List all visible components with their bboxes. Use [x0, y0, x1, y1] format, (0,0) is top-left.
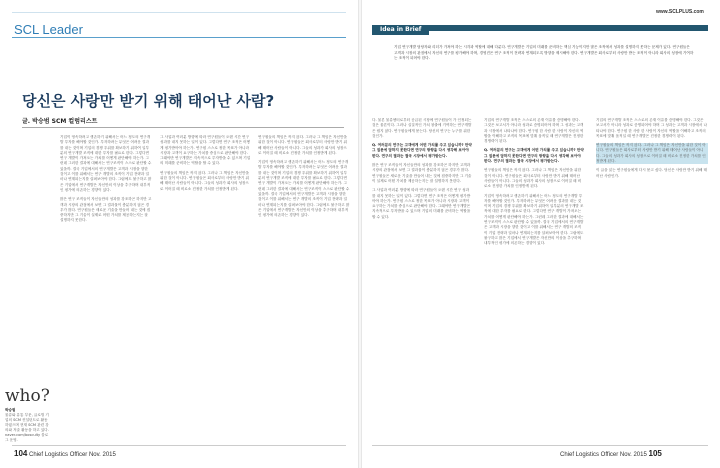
header-top-rule: [12, 12, 346, 13]
paragraph: 다. 물론 물류센터로부터 공급된 시장에 연구원들이 가 인정되는 것은 물론이다. 그러나 실질적인 가치 창출에 기여하는 연구개발은 쉽지 않다. 연구원들에게 묻는다. 당신의 연구는 누구를 위한 것인가.: [372, 118, 472, 138]
footer-right: [560, 449, 662, 458]
article-column-5: [484, 118, 584, 440]
article-column-3: [258, 135, 350, 440]
footer-left: [14, 449, 116, 458]
page-number: 105: [648, 449, 662, 458]
magazine-name: Chief Logistics Officer Nov. 2015: [29, 452, 116, 458]
author-bio-text: 물류와 유통 부문, 글로벌 기업의 SCM 컨설턴트로 활동하였으며 현재 SCM 관련 강의와 저술 활동을 하고 있다. naver.com/bosculty 블로그 운영.: [5, 413, 49, 442]
paragraph: 그 사업과 여러분 방향에 따라 연구원들이 오랜 시간 연구 성과를 내지 못하는 일이 있다. 그렇다면 연구 조직은 어떻게 평가받아야 하는가. 연구원 스스로 정한 목표가 아니라 시장과 고객이 요구하는 가치를 중심으로 판단해야 한다. 그래야만 연구개발은 지속적으로 투자받을 수 있으며 기업의 미래를 준비하는 역할을 할 수 있다.: [372, 188, 471, 219]
paragraph: 기업이 영속하려고 생존하기 위해서는 어느 정도의 연구개발 투자를 해야할 것인가. 투자하려는 무엇은 어려운 결과를 내는 것이며 기업의 경쟁 우위를 확보하기 위하여 일부분의 연구개발 조직에 대한 투자를 필요로 한다. 그렇다면 연구 개발이 가져오는 가치를 어떻게 판단해야 하는가. 그런데 그러한 결과에 대해서는 연구조직이 스스로 판단할 수 있을까. 결국 기업에서의 연구개발은 고객과 시장을 향한 것이고 이를 위해서는 연구 개발의 조직이 기업 전략과 얼마나 연계되는지를 살펴보아야 한다. 그럼에도 불구하고 많은 기업에서 연구개발은 자신만의 이상을 추구하며 내부적인 평가에 의존하는 경향이 있다.: [60, 135, 152, 192]
paragraph: 기업이 영속하려고 생존하기 위해서는 어느 정도의 연구개발 투자를 해야할 것인가. 투자하려는 무엇은 어려운 결과를 내는 것이며 기업의 경쟁 우위를 확보하기 위하여 일부분의 연구개발 조직에 대한 투자를 필요로 한다. 그렇다면 연구 개발이 가져오는 가치를 어떻게 판단해야 하는가. 그런데 그러한 결과에 대해서는 연구조직이 스스로 판단할 수 있을까. 결국 기업에서의 연구개발은 고객과 시장을 향한 것이고 이를 위해서는 연구 개발의 조직이 기업 전략과 얼마나 연계되는지를 살펴보아야 한다. 그럼에도 불구하고 많은 기업에서 연구개발은 자신만의 이상을 추구하며 내부적인 평가에 의존하는 경향이 있다.: [484, 193, 584, 246]
highlighted-paragraph: 연구원들의 책임은 작지 않다. 그러나 그 책임은 자신만을 위한 것이 아니다. 연구원들은 회사로부터 사랑만 받기 위해 태어난 사람들이 아니다. 그들의 성과가 회사의 성장으로 이어질 때 비로소 진정한 가치를 인정받게 된다.: [596, 143, 708, 164]
article-column-6: [596, 118, 708, 440]
footer-rule-left: [12, 445, 346, 446]
paragraph: 많은 연구 조직들이 자신들만의 성과를 강조하곤 하지만 고객과 시장의 관점에서 보면 그 결과물이 충분하지 않은 경우가 많다. 연구원들은 새로운 기술을 만들어 내는 것에 집중하지만 그 기술이 실제로 어떤 가치를 제공하는지는 잘 설명하지 못한다.: [60, 197, 152, 223]
article-column-2: [160, 135, 252, 440]
author-bio: [5, 408, 51, 443]
page-number: 104: [14, 449, 28, 458]
article-title: 당신은 사랑만 받기 위해 태어난 사람?: [22, 92, 275, 110]
paragraph: 이 글을 읽는 연구원들에게 다시 묻고 싶다. 당신은 사랑만 받기 위해 태어난 사람인가.: [596, 168, 707, 178]
paragraph: 기업이 영속하려고 생존하기 위해서는 어느 정도의 연구개발 투자를 해야할 것인가. 투자하려는 무엇은 어려운 결과를 내는 것이며 기업의 경쟁 우위를 확보하기 위하여 일부분의 연구개발 조직에 대한 투자를 필요로 한다. 그렇다면 연구 개발이 가져오는 가치를 어떻게 판단해야 하는가. 그런데 그러한 결과에 대해서는 연구조직이 스스로 판단할 수 있을까. 결국 기업에서의 연구개발은 고객과 시장을 향한 것이고 이를 위해서는 연구 개발의 조직이 기업 전략과 얼마나 연계되는지를 살펴보아야 한다. 그럼에도 불구하고 많은 기업에서 연구개발은 자신만의 이상을 추구하며 내부적인 평가에 의존하는 경향이 있다.: [258, 160, 350, 218]
byline-rule: [22, 127, 344, 128]
header-rule: [12, 37, 346, 38]
author-name: 박승범: [5, 408, 16, 412]
paragraph: 많은 연구 조직들이 자신들만의 성과를 강조하곤 하지만 고객과 시장의 관점에서 보면 그 결과물이 충분하지 않은 경우가 많다. 연구원들은 새로운 기술을 만들어 내는 것에 집중하지만 그 기술이 실제로 어떤 가치를 제공하는지는 잘 설명하지 못한다.: [372, 163, 472, 183]
qa-paragraph: Q. 여러분의 연구는 고객에게 어떤 가치를 주고 있습니까? 만약 그 질문에 답하지 못한다면 연구의 방향을 다시 생각해 보아야 한다. 연구의 결과는 결국 시장에서 평가받는다.: [484, 148, 584, 164]
paragraph: 기업의 연구개발 조직은 스스로의 존재 이유를 증명해야 한다. 그것은 보고서가 아니라 성과로 증명되어야 하며 그 성과는 고객과 시장에서 나타나야 한다. 연구원 한 사람 한 사람이 자신의 역할을 이해하고 조직의 목표에 맞춰 움직일 때 연구개발은 진정한 경쟁력이 된다.: [596, 118, 707, 138]
article-column-1: [60, 135, 152, 440]
footer-rule-right: [372, 445, 708, 446]
page-gutter: [358, 0, 362, 468]
byline: 글. 박승범 SCM 컬럼리스트: [22, 118, 98, 125]
paragraph: 그 사업과 여러분 방향에 따라 연구원들이 오랜 시간 연구 성과를 내지 못하는 일이 있다. 그렇다면 연구 조직은 어떻게 평가받아야 하는가. 연구원 스스로 정한 목표가 아니라 시장과 고객이 요구하는 가치를 중심으로 판단해야 한다. 그래야만 연구개발은 지속적으로 투자받을 수 있으며 기업의 미래를 준비하는 역할을 할 수 있다.: [160, 135, 251, 166]
magazine-name: Chief Logistics Officer Nov. 2015: [560, 452, 647, 458]
section-label: SCL Leader: [14, 22, 83, 37]
paragraph: 기업의 연구개발 조직은 스스로의 존재 이유를 증명해야 한다. 그것은 보고서가 아니라 성과로 증명되어야 하며 그 성과는 고객과 시장에서 나타나야 한다. 연구원 한 사람 한 사람이 자신의 역할을 이해하고 조직의 목표에 맞춰 움직일 때 연구개발은 진정한 경쟁력이 된다.: [484, 118, 584, 144]
paragraph: 연구원들의 책임은 작지 않다. 그러나 그 책임은 자신만을 위한 것이 아니다. 연구원들은 회사로부터 사랑만 받기 위해 태어난 사람들이 아니다. 그들의 성과가 회사의 성장으로 이어질 때 비로소 진정한 가치를 인정받게 된다.: [160, 170, 249, 191]
idea-in-brief-tab: Idea in Brief: [372, 25, 429, 35]
site-url: www.SCLPLUS.com: [656, 9, 704, 15]
idea-in-brief-text: 기업 연구개발 담당자와 리더가 가져야 하는 시각과 역할에 대해 다룬다. 연구개발은 기업의 미래를 준비하는 핵심 기능이지만 많은 조직에서 성과를 설명하지 못하는 문제가 있다. 연구원들은 고객과 시장의 관점에서 자신의 연구를 평가해야 하며, 경영진은 연구 조직이 전략과 연계되도록 방향을 제시해야 한다. 연구개발은 회사로부터 사랑만 받는 조직이 아니라 회사의 성장에 기여하는 조직이 되어야 한다.: [394, 45, 694, 61]
paragraph: 연구원들의 책임은 작지 않다. 그러나 그 책임은 자신만을 위한 것이 아니다. 연구원들은 회사로부터 사랑만 받기 위해 태어난 사람들이 아니다. 그들의 성과가 회사의 성장으로 이어질 때 비로소 진정한 가치를 인정받게 된다.: [258, 135, 347, 155]
article-column-4: [372, 118, 472, 440]
paragraph: 연구원들의 책임은 작지 않다. 그러나 그 책임은 자신만을 위한 것이 아니다. 연구원들은 회사로부터 사랑만 받기 위해 태어난 사람들이 아니다. 그들의 성과가 회사의 성장으로 이어질 때 비로소 진정한 가치를 인정받게 된다.: [484, 168, 582, 189]
author-heading: who?: [5, 386, 50, 406]
qa-paragraph: Q. 여러분의 연구는 고객에게 어떤 가치를 주고 있습니까? 만약 그 질문에 답하지 못한다면 연구의 방향을 다시 생각해 보아야 한다. 연구의 결과는 결국 시장에서 평가받는다.: [372, 143, 472, 158]
